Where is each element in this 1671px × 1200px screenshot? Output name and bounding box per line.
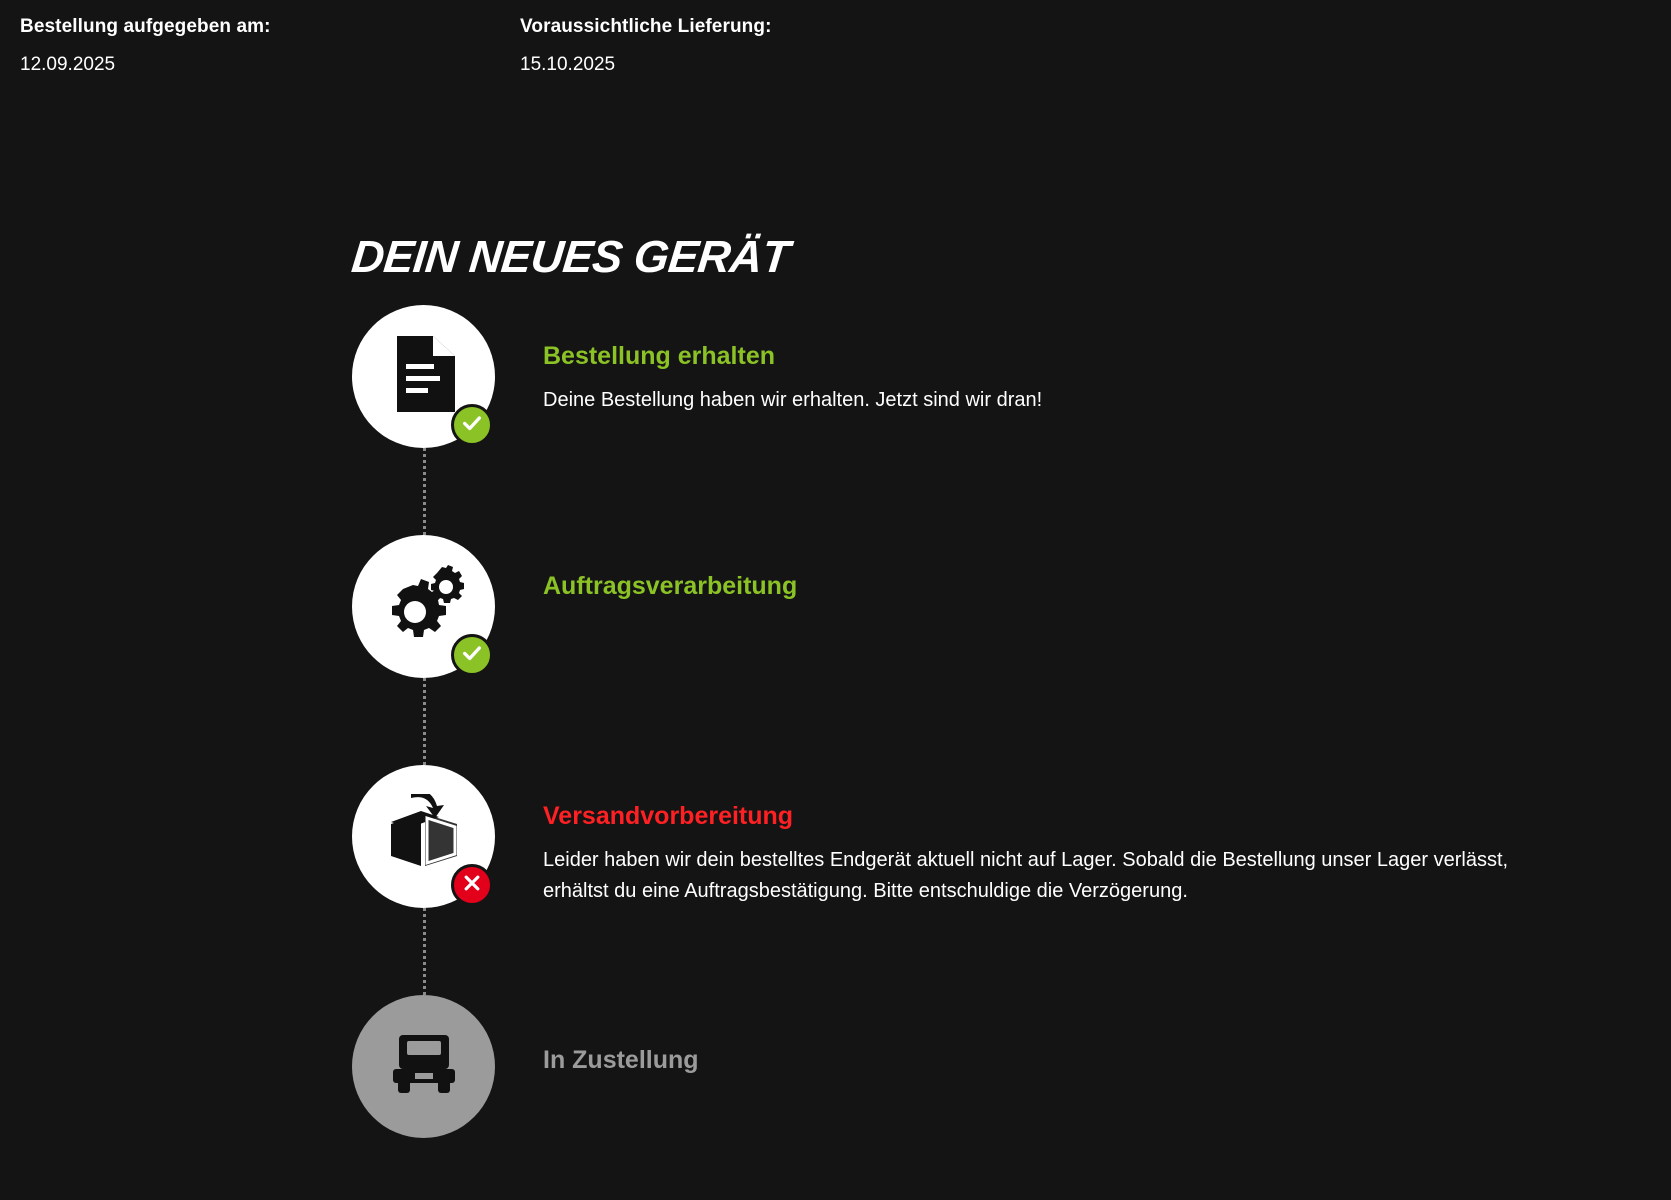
- truck-icon: [385, 1029, 463, 1104]
- order-status-timeline: [0, 305, 1671, 1135]
- step-description: Leider haben wir dein bestelltes Endgerät aktuell nicht auf Lager. Sobald die Bestellung unser Lager verlässt, erhältst du eine Auftragsbestätigung. Bitte entschuldige die Verzögerung.: [543, 849, 1509, 903]
- order-placed-label: Bestellung aufgegeben am:: [20, 16, 271, 37]
- expected-delivery-value: 15.10.2025: [520, 53, 616, 75]
- gears-icon: [382, 565, 466, 648]
- step-title: In Zustellung: [543, 1046, 699, 1075]
- step-text: [495, 305, 1042, 416]
- status-badge-check: [451, 634, 493, 676]
- timeline-connector: [423, 448, 426, 535]
- timeline-connector: [423, 678, 426, 765]
- check-icon: [461, 642, 483, 669]
- timeline-step-versandvorbereitung: [352, 765, 1671, 995]
- order-placed-value: 12.09.2025: [20, 53, 116, 75]
- step-text: [495, 765, 1565, 907]
- package-icon: [381, 794, 467, 879]
- timeline-step-bestellung-erhalten: [352, 305, 1671, 535]
- order-placed-block: [20, 14, 520, 77]
- status-badge-check: [451, 404, 493, 446]
- step-title: Auftragsverarbeitung: [543, 572, 798, 601]
- step-icon-wrap: [352, 995, 495, 1138]
- step-text: [495, 995, 699, 1075]
- step-description: Deine Bestellung haben wir erhalten. Jetzt sind wir dran!: [543, 389, 1043, 412]
- step-title: Versandvorbereitung: [543, 802, 794, 831]
- document-icon: [391, 334, 457, 419]
- step-circle: [352, 995, 495, 1138]
- expected-delivery-block: [520, 14, 1020, 77]
- order-meta-row: [0, 0, 1671, 77]
- step-title: Bestellung erhalten: [543, 342, 775, 371]
- step-icon-wrap: [352, 765, 495, 908]
- check-icon: [461, 412, 483, 439]
- page-title: DEIN NEUES GERÄT: [349, 231, 792, 283]
- step-text: [495, 535, 797, 615]
- step-icon-wrap: [352, 305, 495, 448]
- expected-delivery-label: Voraussichtliche Lieferung:: [520, 16, 772, 37]
- timeline-step-in-zustellung: [352, 995, 1671, 1135]
- status-badge-cross: [451, 864, 493, 906]
- step-icon-wrap: [352, 535, 495, 678]
- cross-icon: [462, 873, 482, 898]
- timeline-step-auftragsverarbeitung: [352, 535, 1671, 765]
- timeline-connector: [423, 908, 426, 995]
